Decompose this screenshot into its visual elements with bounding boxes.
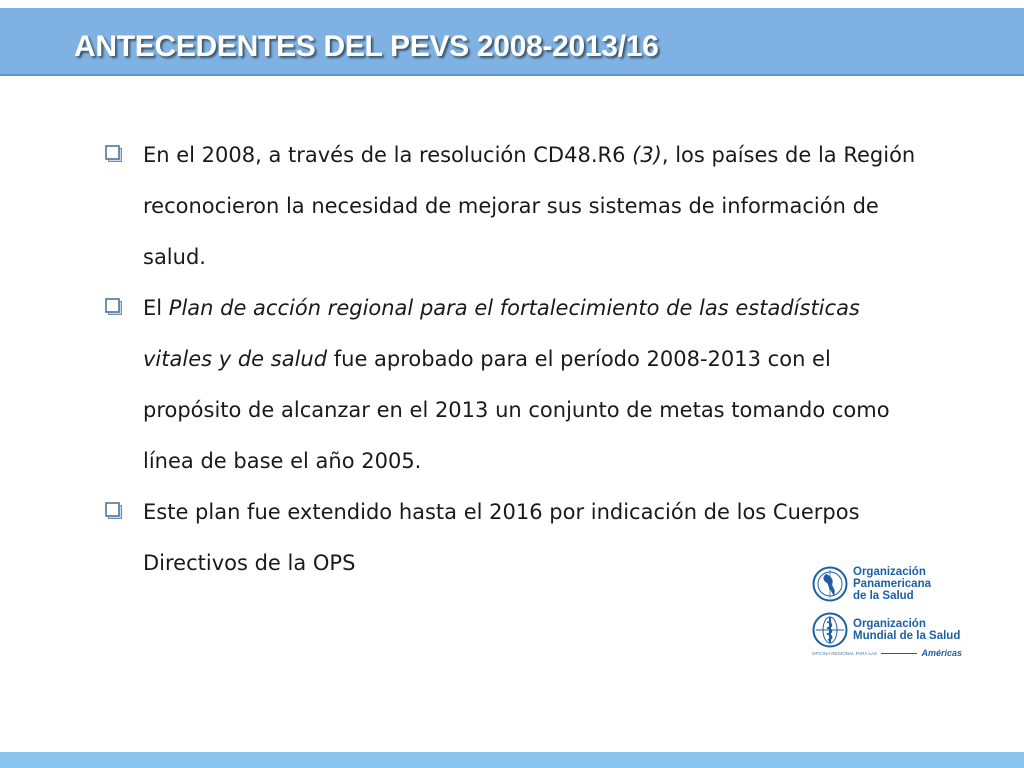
footer-bar — [0, 752, 1024, 768]
who-name-line-1: Organización — [853, 618, 926, 630]
checkbox-icon — [105, 298, 123, 316]
paho-name-line-1: Organización — [853, 566, 926, 578]
regional-office-label: OFICINA REGIONAL PARA LAS — [812, 650, 878, 656]
who-logo-row — [812, 612, 960, 648]
title-bar — [0, 8, 1024, 76]
logo-divider — [881, 653, 917, 654]
bullet-1-reference: (3) — [632, 143, 662, 167]
bullet-item-1 — [102, 130, 932, 283]
checkbox-icon — [105, 502, 123, 520]
bullet-2-text-a: El — [143, 296, 169, 320]
bullet-2-text-c: fue aprobado para el período 2008-2013 con el propósito de alcanzar en el 2013 un conjunto de metas tomando como línea de base el año 2005. — [143, 347, 890, 473]
checkbox-icon — [105, 145, 123, 163]
who-name-line-2: Mundial de la Salud — [853, 630, 961, 642]
paho-logo-row — [812, 566, 931, 602]
who-name — [853, 618, 960, 642]
slide-title: ANTECEDENTES DEL PEVS 2008-2013/16 — [74, 30, 659, 63]
bullet-item-2 — [102, 283, 932, 487]
paho-who-logo — [812, 566, 962, 658]
paho-name-line-3: de la Salud — [853, 590, 914, 602]
bullet-1-text-a: En el 2008, a través de la resolución CD48.R6 — [143, 143, 633, 167]
region-label: Américas — [921, 648, 962, 658]
paho-emblem-icon — [812, 566, 848, 602]
bullet-1-text-c: , los países de la Región reconocieron la necesidad de mejorar sus sistemas de información de salud. — [143, 143, 916, 269]
bullet-list — [102, 130, 932, 589]
bullet-item-3 — [102, 487, 932, 589]
who-emblem-icon — [812, 612, 848, 648]
bullet-3-text: Este plan fue extendido hasta el 2016 por indicación de los Cuerpos Directivos de la OPS — [143, 500, 860, 575]
bullet-2-plan-name: Plan de acción regional para el fortalecimiento de las estadísticas vitales y de salud — [143, 296, 860, 371]
paho-name-line-2: Panamericana — [853, 578, 931, 590]
paho-name — [853, 566, 931, 602]
logo-footer — [812, 648, 962, 658]
